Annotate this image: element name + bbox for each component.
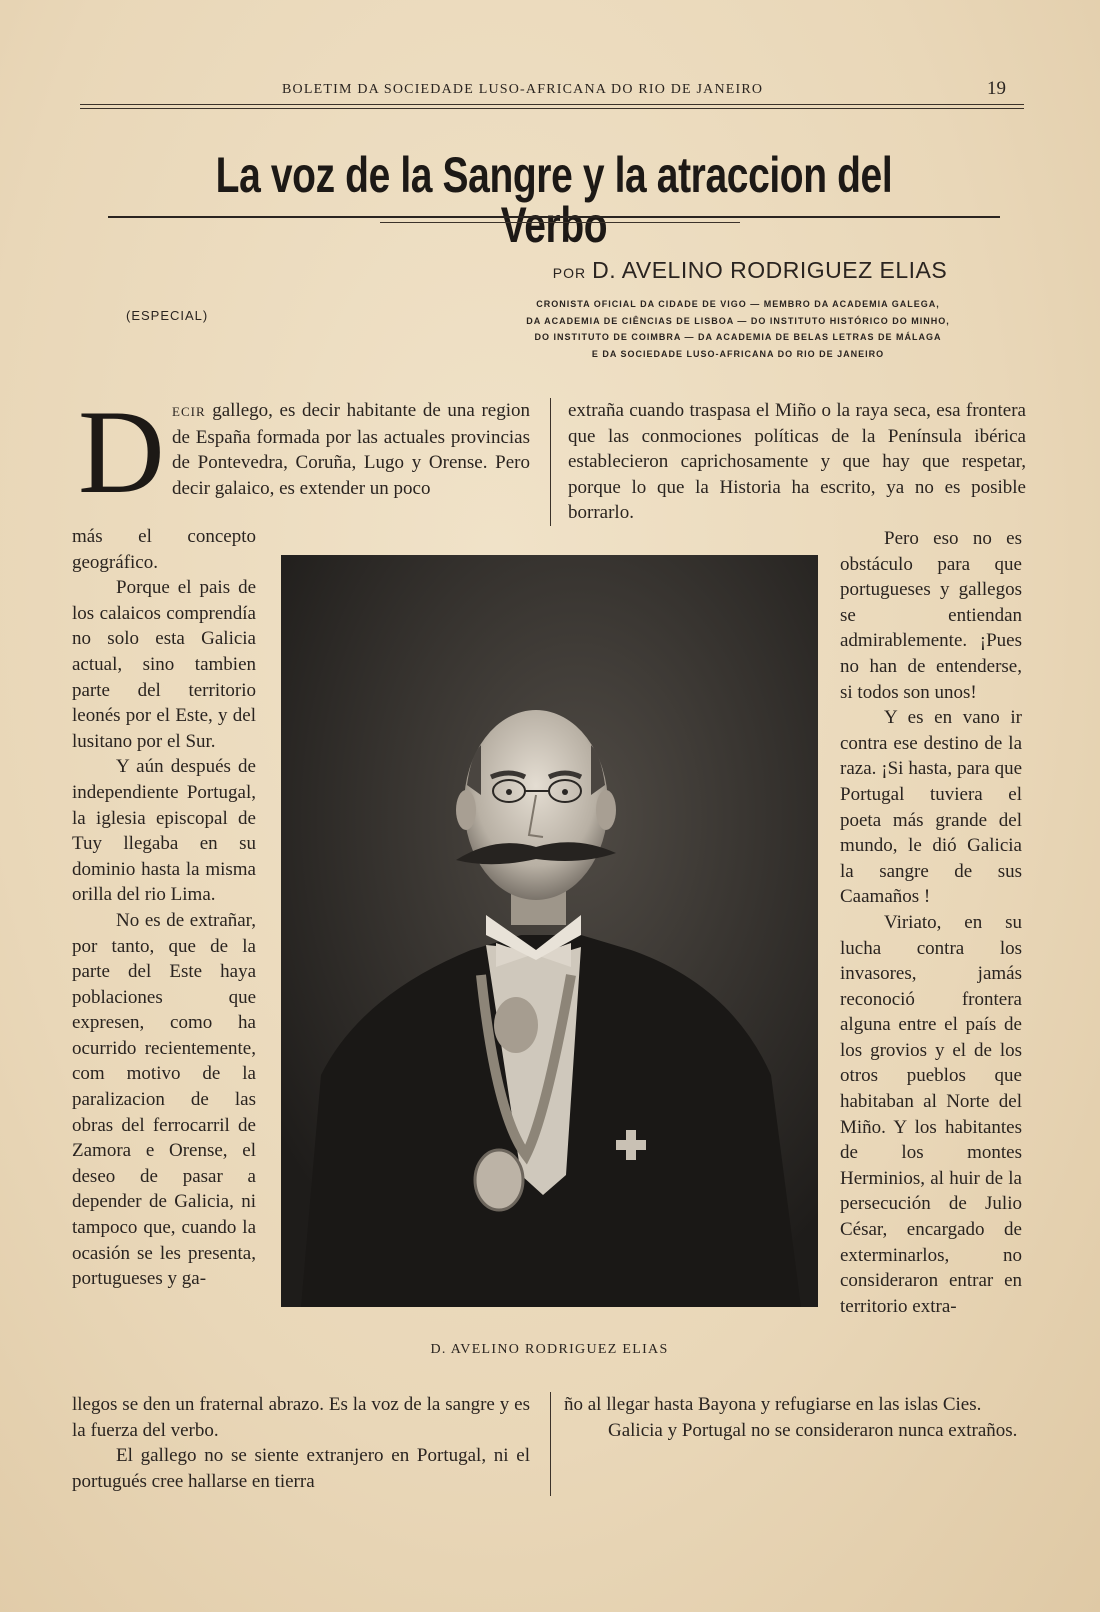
first-paragraph-text: gallego, es decir habitante de una region de España formada por las actuales provincias de Pontevedra, Coruña, Lugo y Orense. Pero decir galaico, es extender un poco: [172, 400, 530, 499]
author-portrait-photo: [281, 555, 818, 1307]
header-rule-bottom: [80, 108, 1024, 109]
credit-line: E DA SOCIEDADE LUSO-AFRICANA DO RIO DE JANEIRO: [591, 348, 885, 359]
article-title: La voz de la Sangre y la atraccion del Verbo: [215, 147, 893, 253]
paragraph: Viriato, en su lucha contra los invasores, jamás reconoció frontera alguna entre el país de los grovios y el de los otros pueblos que habitaban al Norte del Miño. Y los habitantes de los montes Herminios, al huir de la persecución de Julio César, encargado de exterminarlos, no consideraron entrar en territorio extra-: [840, 911, 1022, 1317]
paragraph: Porque el pais de los calaicos comprendía no solo esta Galicia actual, sino tambien parte del territorio leonés por el Este, y del lusitano por el Sur.: [72, 577, 256, 752]
column-1-bottom: [72, 1392, 530, 1494]
title-rule-thin: [380, 222, 740, 223]
paragraph: Galicia y Portugal no se consideraron nunca extraños.: [608, 1419, 1018, 1441]
credit-line: DO INSTITUTO DE COIMBRA — DA ACADEMIA DE BELAS LETRAS DE MÁLAGA: [534, 332, 942, 342]
paragraph: más el concepto geográfico.: [72, 526, 256, 573]
running-header: [78, 78, 1026, 104]
photo-caption: D. AVELINO RODRIGUEZ ELIAS: [430, 1342, 669, 1357]
first-word-smallcaps: ECIR: [172, 404, 206, 419]
author-credits: [488, 296, 988, 362]
column-separator-bottom: [550, 1392, 551, 1496]
paragraph: Pero eso no es obstáculo para que portugueses y gallegos se entiendan admirablemente. ¡Pues no han de entenderse, si todos son unos!: [840, 528, 1022, 703]
paragraph: El gallego no se siente extranjero en Portugal, ni el portugués cree hallarse en tierra: [72, 1445, 530, 1492]
journal-name: BOLETIM DA SOCIEDADE LUSO-AFRICANA DO RIO DE JANEIRO: [282, 82, 764, 97]
byline-prefix: POR: [552, 265, 587, 281]
drop-cap: D: [78, 385, 165, 518]
credit-line: DA ACADEMIA DE CIÊNCIAS DE LISBOA — DO INSTITUTO HISTÓRICO DO MINHO,: [526, 315, 950, 326]
column-separator-top: [550, 398, 551, 526]
column-2-narrow: [840, 526, 1022, 1319]
column-2-top: [568, 398, 1026, 526]
paragraph: ño al llegar hasta Bayona y refugiarse en las islas Cies.: [564, 1394, 982, 1415]
paragraph: extraña cuando traspasa el Miño o la raya seca, esa frontera que las conmociones políticas de la Península ibérica establecieron caprichosamente y que hay que respetar, porque lo que la Historia ha escrito, ya no es posible borrarlo.: [568, 400, 1026, 524]
paragraph: llegos se den un fraternal abrazo. Es la voz de la sangre y es la fuerza del verbo.: [72, 1394, 530, 1441]
portrait-illustration: [281, 555, 818, 1307]
title-rule: [108, 216, 1000, 218]
author-name: D. AVELINO RODRIGUEZ ELIAS: [592, 257, 948, 283]
column-1-top-spill: [72, 500, 530, 526]
byline: [530, 257, 970, 284]
credit-line: CRONISTA OFICIAL DA CIDADE DE VIGO — MEMBRO DA ACADEMIA GALEGA,: [536, 299, 940, 309]
paragraph: Y aún después de independiente Portugal, la iglesia episcopal de Tuy llegaba en su dominio hasta la misma orilla del rio Lima.: [72, 756, 256, 906]
header-rule-top: [80, 104, 1024, 105]
first-paragraph: [172, 398, 530, 501]
page-number: 19: [987, 78, 1006, 99]
especial-label: (ESPECIAL): [126, 308, 209, 323]
paragraph: Y es en vano ir contra ese destino de la raza. ¡Si hasta, para que Portugal tuviera el poeta más grande del mundo, le dió Galicia la sangre de sus Caamaños !: [840, 707, 1022, 908]
paragraph: No es de extrañar, por tanto, que de la parte del Este haya poblaciones que expresen, como ha ocurrido recientemente, com motivo de la paralizacion de las obras del ferrocarril de Zamora e Orense, el deseo de pasar a depender de Galicia, ni tampoco que, cuando la ocasión se les presenta, portugueses y ga-: [72, 909, 256, 1290]
column-1-narrow: [72, 524, 256, 1292]
column-2-bottom: [564, 1392, 1022, 1443]
